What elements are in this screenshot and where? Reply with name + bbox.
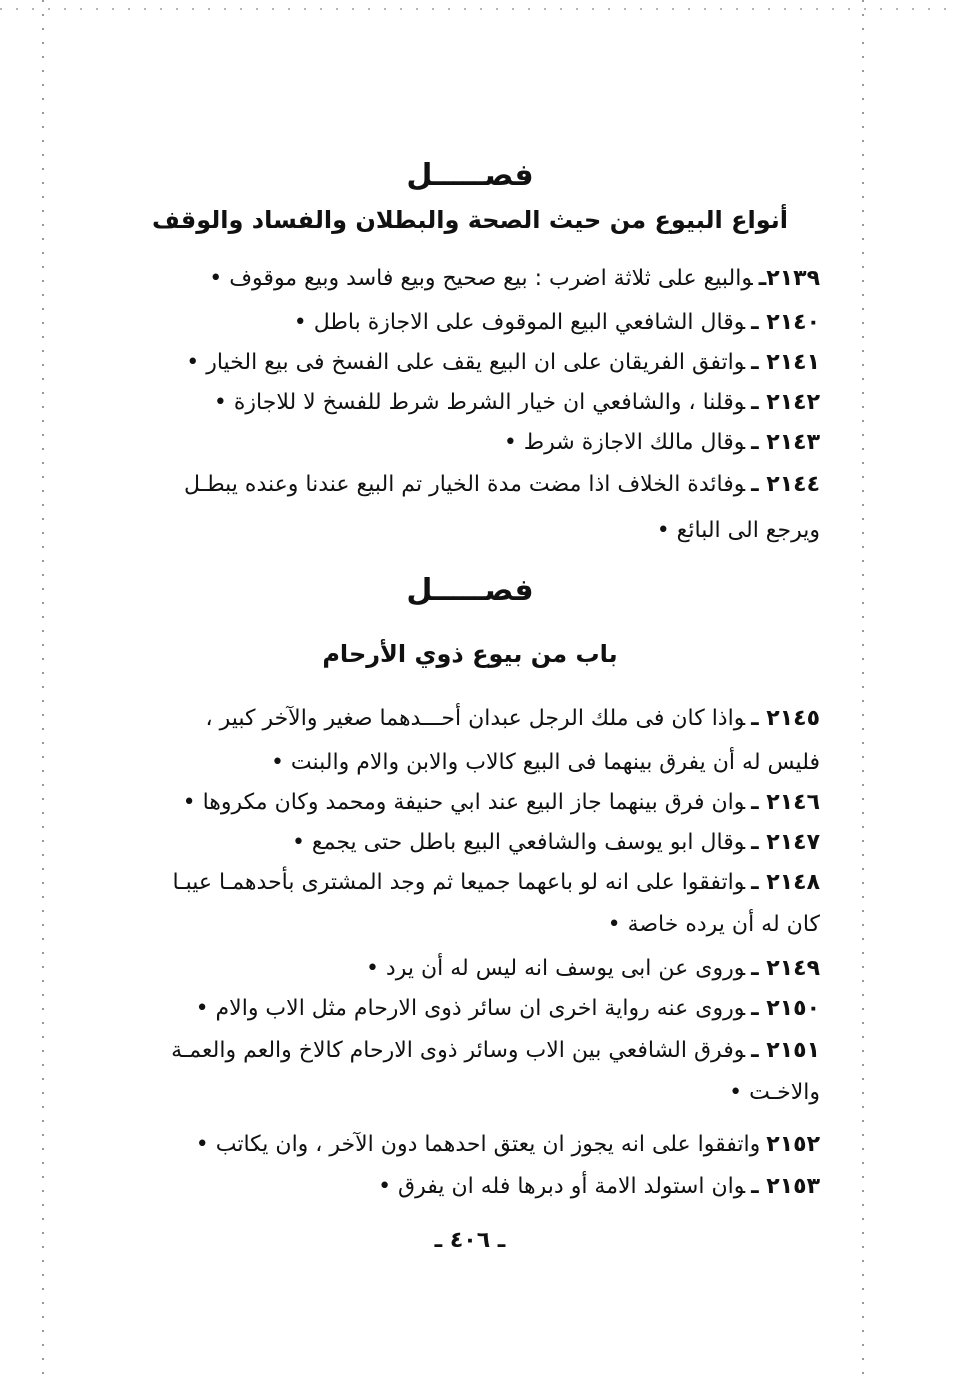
page-number: ـ ٤٠٦ ـ xyxy=(434,1228,506,1253)
paragraph-line xyxy=(120,1176,820,1198)
article-number: ٢١٤٤ ـ xyxy=(751,472,820,497)
article-text: والاخـت • xyxy=(729,1080,820,1105)
article-text: وفائدة الخلاف اذا مضت مدة الخيار تم البيع عندنا وعنده يبطـل xyxy=(184,472,746,497)
article-number: ٢١٤٣ ـ xyxy=(751,430,820,455)
article-text: وروى عن ابى يوسف انه ليس له أن يرد • xyxy=(365,956,746,981)
paragraph-line xyxy=(120,872,820,894)
article-number: ٢١٤٠ ـ xyxy=(751,310,820,335)
paragraph-line xyxy=(120,352,820,374)
article-text: وقلنا ، والشافعي ان خيار الشرط شرط للفسخ لا للاجازة • xyxy=(213,390,746,415)
paragraph-line xyxy=(120,268,820,290)
section-2-subtitle: باب من بيوع ذوي الأرحام xyxy=(322,640,618,668)
article-text: فليس له أن يفرق بينهما فى البيع كالاب والابن والام والبنت • xyxy=(270,750,820,775)
paragraph-line xyxy=(120,1082,820,1104)
paragraph-line xyxy=(120,432,820,454)
paragraph-line xyxy=(120,392,820,414)
article-number: ٢١٥٣ ـ xyxy=(751,1174,820,1199)
article-text: كان له أن يرده خاصة • xyxy=(607,912,820,937)
article-number: ٢١٤٨ ـ xyxy=(751,870,820,895)
article-number: ٢١٤٦ ـ xyxy=(751,790,820,815)
article-text: وقال الشافعي البيع الموقوف على الاجازة باطل • xyxy=(293,310,746,335)
section-1-title: فصـــــل xyxy=(406,158,534,193)
section-1-subtitle: أنواع البيوع من حيث الصحة والبطلان والفساد والوقف xyxy=(151,206,789,234)
article-number: ٢١٤٩ ـ xyxy=(751,956,820,981)
paragraph-line xyxy=(120,752,820,774)
article-text: واتفقوا على انه يجوز ان يعتق احدهما دون الآخر ، وان يكاتب • xyxy=(195,1132,761,1157)
paragraph-line xyxy=(120,1040,820,1062)
article-text: وان فرق بينهما جاز البيع عند ابي حنيفة ومحمد وكان مكروها • xyxy=(182,790,746,815)
section-2-title: فصـــــل xyxy=(406,573,534,608)
paragraph-line xyxy=(120,792,820,814)
article-text: وان استولد الامة أو دبرها فله ان يفرق • xyxy=(378,1174,746,1199)
scan-edge-top xyxy=(0,8,953,10)
paragraph-line xyxy=(120,312,820,334)
article-text: وقال مالك الاجازة شرط • xyxy=(503,430,746,455)
scan-edge-right xyxy=(862,0,864,1376)
article-number: ٢١٤١ ـ xyxy=(751,350,820,375)
article-text: واتفق الفريقان على ان البيع يقف على الفسخ فى بيع الخيار • xyxy=(186,350,746,375)
article-text: واتفقوا على انه لو باعهما جميعا ثم وجد المشترى بأحدهمـا عيبـا xyxy=(172,870,746,895)
article-number: ٢١٤٧ ـ xyxy=(751,830,820,855)
article-number: ٢١٥٠ ـ xyxy=(751,996,820,1021)
scan-edge-left xyxy=(42,0,44,1376)
paragraph-line xyxy=(120,832,820,854)
article-number: ٢١٣٩ـ xyxy=(758,266,820,291)
article-text: والبيع على ثلاثة اضرب : بيع صحيح وبيع فاسد وبيع موقوف • xyxy=(209,266,753,291)
paragraph-line xyxy=(120,958,820,980)
paragraph-line xyxy=(120,1134,820,1156)
paragraph-line xyxy=(120,474,820,496)
article-number: ٢١٥١ ـ xyxy=(751,1038,820,1063)
article-number: ٢١٤٢ ـ xyxy=(751,390,820,415)
article-text: وروى عنه رواية اخرى ان سائر ذوى الارحام مثل الاب والام • xyxy=(195,996,746,1021)
article-text: ويرجع الى البائع • xyxy=(656,518,820,543)
paragraph-line xyxy=(120,520,820,542)
paragraph-line xyxy=(120,708,820,730)
article-text: وقال ابو يوسف والشافعي البيع باطل حتى يجمع • xyxy=(291,830,746,855)
paragraph-line xyxy=(120,914,820,936)
article-number: ٢١٥٢ xyxy=(766,1132,820,1157)
article-text: واذا كان فى ملك الرجل عبدان أحـــدهما صغير والآخر كبير ، xyxy=(205,706,746,731)
paragraph-line xyxy=(120,998,820,1020)
article-text: وفرق الشافعي بين الاب وسائر ذوى الارحام كالاخ والعم والعمـة xyxy=(171,1038,746,1063)
article-number: ٢١٤٥ ـ xyxy=(751,706,820,731)
